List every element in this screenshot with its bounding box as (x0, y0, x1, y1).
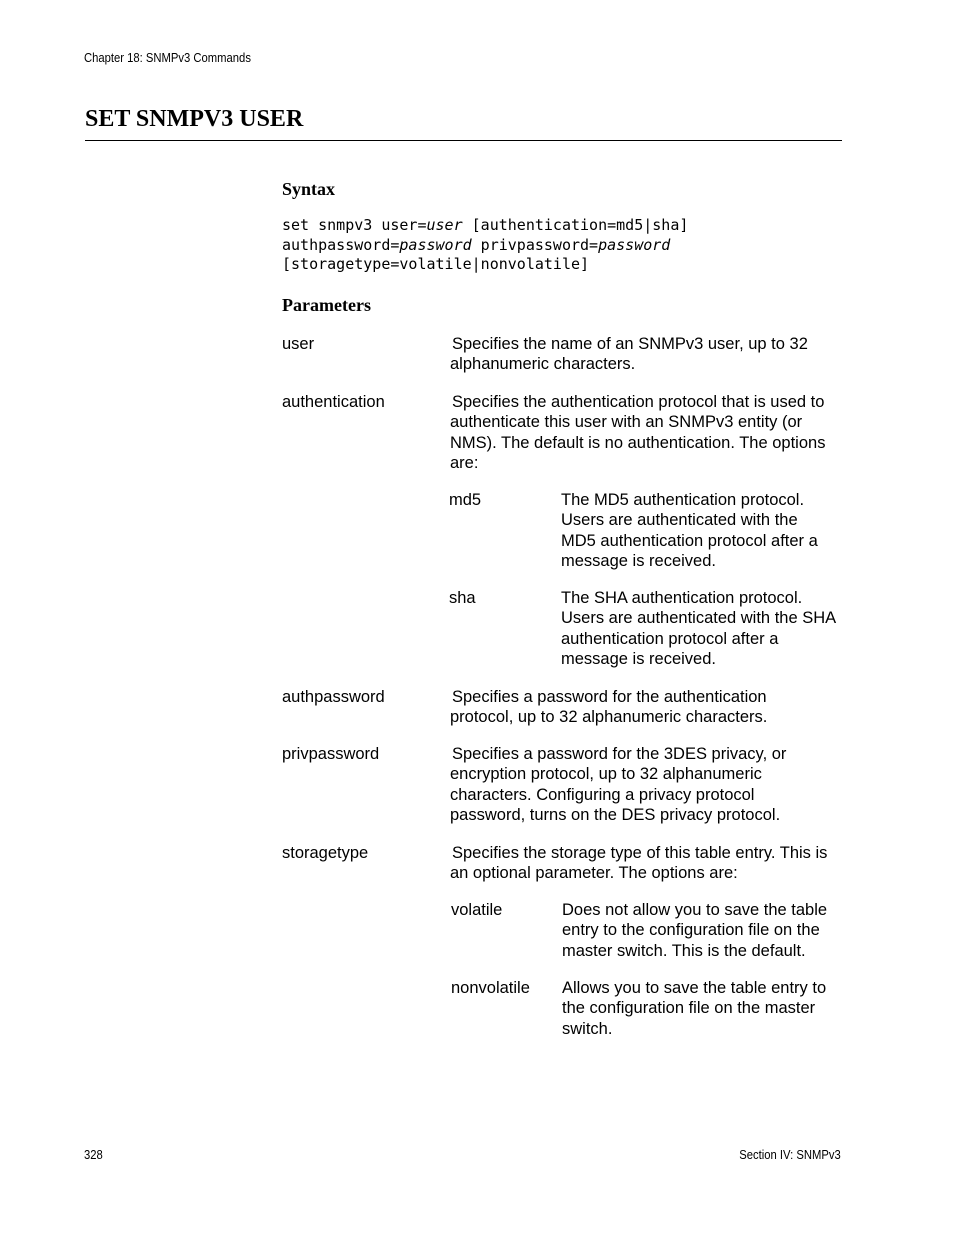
parameters-heading: Parameters (282, 295, 371, 315)
param-name-authentication: authentication (282, 393, 385, 411)
param-name-storagetype: storagetype (282, 844, 369, 862)
syntax-text: authpassword= (282, 235, 400, 254)
syntax-placeholder: password (598, 235, 671, 254)
option-desc-nonvolatile: Allows you to save the table entry to the configuration file on the master switch. (562, 979, 827, 1038)
option-name-sha: sha (449, 589, 476, 607)
syntax-heading: Syntax (282, 179, 336, 199)
syntax-text: set snmpv3 user= (282, 216, 427, 234)
option-desc-md5: The MD5 authentication protocol. Users are authenticated with the MD5 authentication protocol after a message is received. (561, 491, 818, 571)
param-name-privpassword: privpassword (282, 745, 380, 763)
syntax-block (282, 216, 688, 275)
param-desc-authentication: Specifies the authentication protocol that is used to authenticate this user with an SNMPv3 entity (or NMS). The default is no authentication. The options are: (450, 393, 826, 473)
param-desc-privpassword: Specifies a password for the 3DES privacy, or encryption protocol, up to 32 alphanumeric characters. Configuring a privacy protocol password, turns on the DES privacy protocol. (450, 745, 787, 825)
syntax-text: [storagetype=volatile|nonvolatile] (282, 255, 590, 273)
running-header-chapter: Chapter 18: SNMPv3 Commands (84, 51, 251, 65)
param-name-authpassword: authpassword (282, 688, 385, 706)
title-rule (85, 140, 842, 141)
syntax-text: [authentication=md5|sha] (462, 216, 689, 234)
syntax-placeholder: user (426, 216, 463, 234)
option-desc-sha: The SHA authentication protocol. Users are authenticated with the SHA authentication protocol after a message is received. (561, 589, 836, 669)
syntax-placeholder: password (399, 235, 472, 254)
param-name-user: user (282, 335, 315, 353)
param-desc-storagetype: Specifies the storage type of this table entry. This is an optional parameter. The options are: (450, 844, 828, 883)
option-name-nonvolatile: nonvolatile (451, 979, 530, 997)
page-number: 328 (84, 1148, 103, 1162)
page-title: SET SNMPV3 USER (85, 106, 304, 132)
running-footer-section: Section IV: SNMPv3 (739, 1148, 841, 1162)
syntax-text: privpassword= (471, 235, 599, 254)
param-desc-authpassword: Specifies a password for the authentication protocol, up to 32 alphanumeric characters. (450, 688, 768, 727)
param-desc-user: Specifies the name of an SNMPv3 user, up to 32 alphanumeric characters. (450, 335, 808, 374)
option-desc-volatile: Does not allow you to save the table entry to the configuration file on the master switch. This is the default. (562, 901, 828, 960)
option-name-volatile: volatile (451, 901, 503, 919)
option-name-md5: md5 (449, 491, 482, 509)
